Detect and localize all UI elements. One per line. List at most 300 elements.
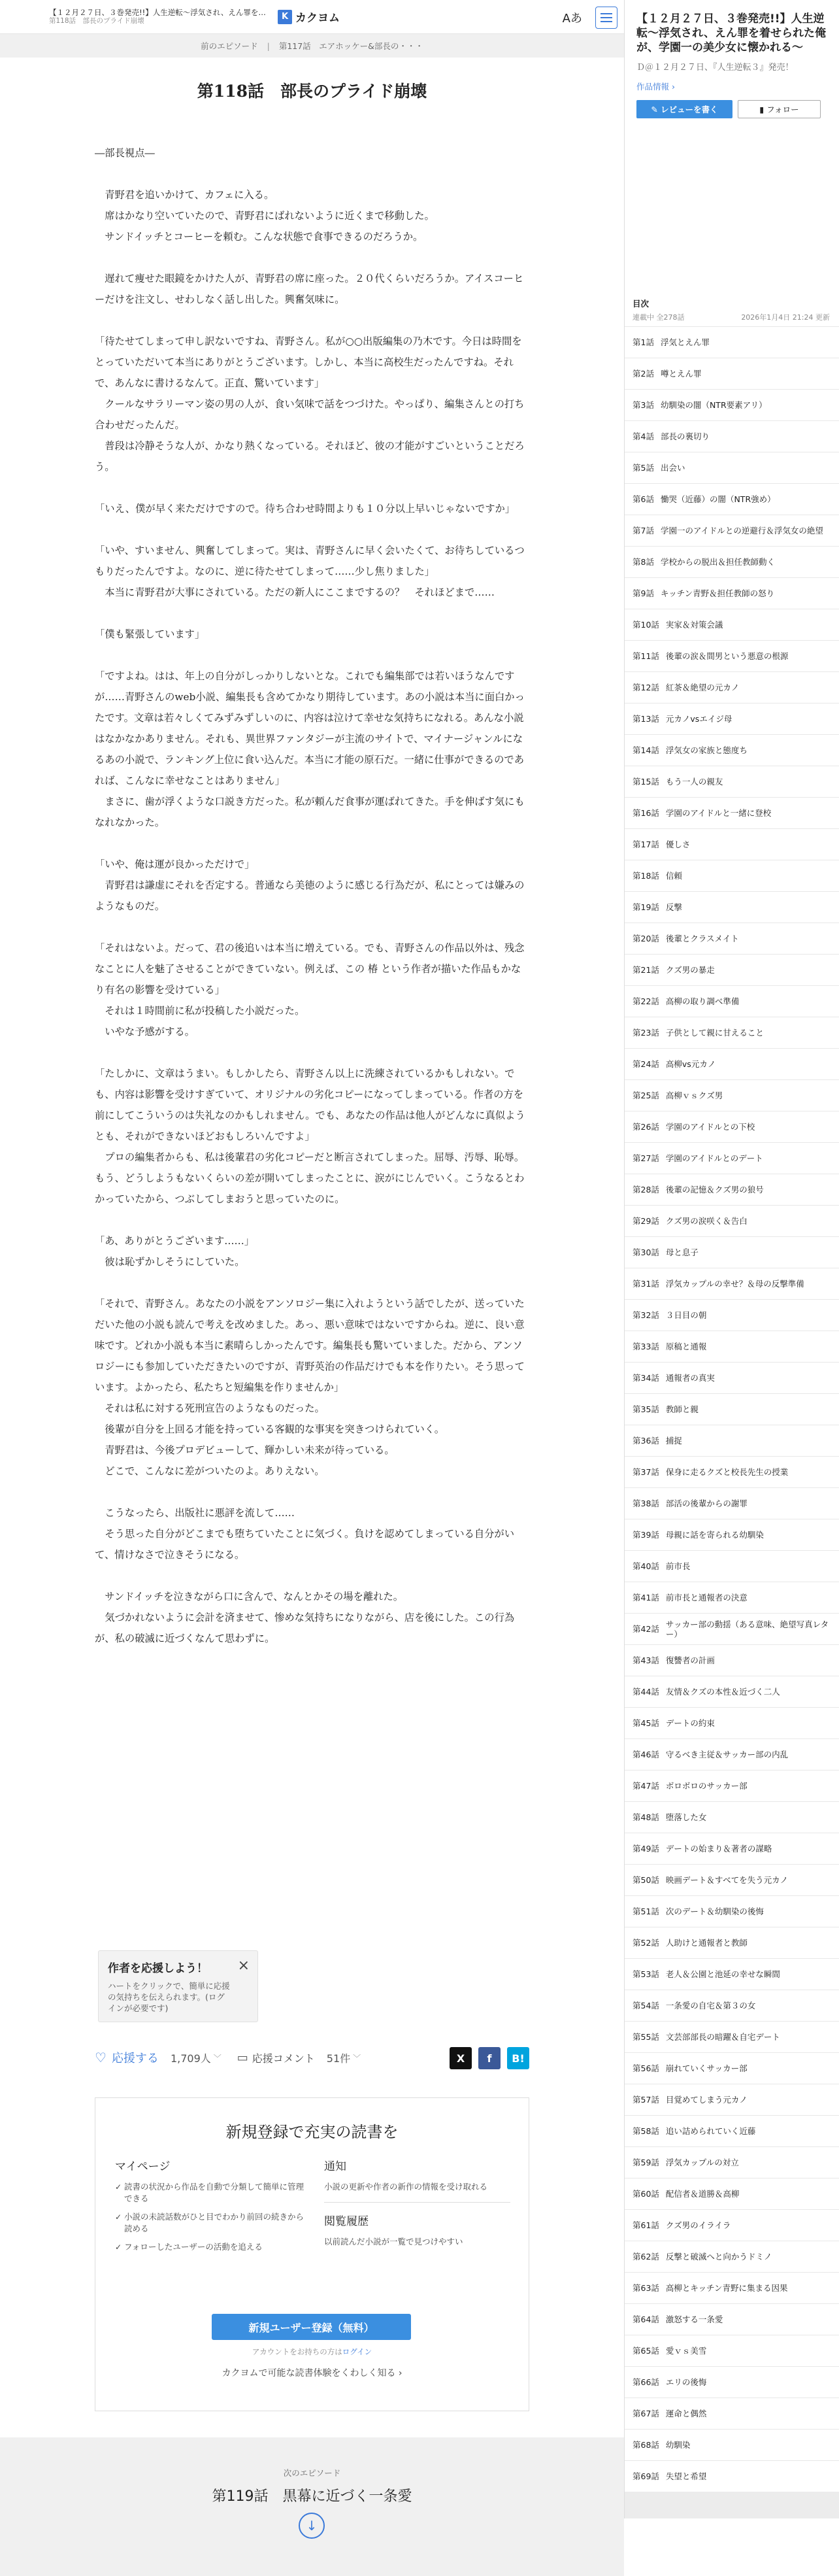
- toc-episode-title: 次のデート＆幼馴染の後悔: [665, 1907, 764, 1916]
- episode-paragraph: [95, 1042, 529, 1063]
- toc-episode-title: 幼馴染: [665, 2440, 691, 2450]
- toc-episode-number: 第59話: [633, 2158, 659, 2167]
- toc-item[interactable]: [625, 2178, 839, 2209]
- notice-heading: 通知: [324, 2160, 346, 2173]
- close-icon[interactable]: ×: [237, 1957, 250, 1974]
- toc-menu-button[interactable]: [595, 7, 617, 29]
- episode-paragraph: 席はかなり空いていたので、青野君にばれないように近くまで移動した。: [95, 210, 435, 222]
- toc-item[interactable]: [625, 358, 839, 389]
- toc-item[interactable]: [625, 828, 839, 860]
- toc-item[interactable]: [625, 1330, 839, 1362]
- toc-item[interactable]: [625, 1707, 839, 1738]
- toc-item[interactable]: [625, 1487, 839, 1519]
- toc-episode-number: 第30話: [633, 1247, 659, 1257]
- toc-item[interactable]: [625, 1864, 839, 1895]
- toc-item[interactable]: [625, 1990, 839, 2021]
- toc-episode-title: 学園のアイドルとの下校: [665, 1122, 755, 1132]
- toc-item[interactable]: [625, 1582, 839, 1613]
- toc-item[interactable]: [625, 2115, 839, 2146]
- toc-episode-title: 反撃: [665, 902, 682, 912]
- toc-episode-title: クズ男の暴走: [665, 965, 715, 975]
- toc-item[interactable]: [625, 1079, 839, 1111]
- header-episode-title: 第118話 部長のプライド崩壊: [49, 17, 144, 25]
- toc-episode-title: 前市長と通報者の決意: [665, 1593, 748, 1602]
- toc-updated: 2026年1月4日 21:24 更新: [741, 313, 830, 322]
- toc-episode-number: 第29話: [633, 1216, 659, 1226]
- login-prefix: アカウントをお持ちの方は: [252, 2347, 342, 2356]
- toc-episode-title: 部長の裏切り: [660, 432, 710, 441]
- toc-episode-title: 高柳vs元カノ: [665, 1059, 716, 1069]
- toc-episode-number: 第66話: [633, 2377, 659, 2387]
- episode-paragraph: [95, 310, 529, 331]
- episode-paragraph: 青野君は謙虚にそれを否定する。普通なら美徳のように感じる行為だが、私にとっては嫌みのようなものだ。: [95, 879, 525, 912]
- toc-episode-number: 第61話: [633, 2220, 659, 2230]
- share-facebook-button[interactable]: f: [478, 2047, 501, 2069]
- toc-item[interactable]: [625, 2209, 839, 2241]
- toc-item[interactable]: [625, 671, 839, 703]
- toc-episode-number: 第58話: [633, 2126, 659, 2136]
- toc-episode-number: 第4話: [633, 432, 654, 441]
- toc-episode-title: 母と息子: [665, 1247, 699, 1257]
- heart-icon[interactable]: ♡: [95, 2050, 107, 2065]
- toc-item[interactable]: [625, 734, 839, 766]
- toc-episode-number: 第45話: [633, 1718, 659, 1728]
- toc-item[interactable]: [625, 1895, 839, 1927]
- comment-count[interactable]: 51件: [326, 2052, 351, 2065]
- toc-item[interactable]: [625, 515, 839, 546]
- toc-episode-number: 第60話: [633, 2189, 659, 2199]
- brand[interactable]: [278, 8, 340, 25]
- episode-paragraph: 「僕も緊張しています」: [95, 628, 205, 640]
- toc-item[interactable]: [625, 954, 839, 985]
- toc-episode-number: 第17話: [633, 839, 659, 849]
- toc-episode-title: 実家＆対策会議: [665, 620, 723, 630]
- support-comment-button[interactable]: 応援コメント: [252, 2052, 315, 2065]
- toc-episode-title: 母親に話を寄られる幼馴染: [665, 1530, 764, 1540]
- toc-episode-number: 第32話: [633, 1310, 659, 1320]
- toc-episode-title: 一条愛の自宅＆第３の女: [665, 2001, 756, 2010]
- support-popup-message: ハートをクリックで、簡単に応援の気持ちを伝えられます。(ログインが必要です): [108, 1981, 230, 2013]
- toc-episode-title: 慟哭（近藤）の闇（NTR強め）: [660, 494, 776, 504]
- episode-paragraph: 彼は恥ずかしそうにしていた。: [95, 1256, 245, 1268]
- toc-episode-title: 元カノvsエイジ母: [665, 714, 732, 724]
- menu-line-icon: [600, 13, 612, 14]
- toc-item[interactable]: [625, 1644, 839, 1676]
- toc-item[interactable]: [625, 2084, 839, 2115]
- header-work-title[interactable]: 【１２月２７日、３巻発売!!】人生逆転〜浮気され、えん罪を…: [49, 7, 266, 17]
- share-hatena-button[interactable]: B!: [507, 2047, 529, 2069]
- chevron-down-icon[interactable]: ﹀: [213, 2053, 222, 2063]
- toc-episode-title: 保身に走るクズと校長先生の授業: [665, 1467, 789, 1477]
- episode-paragraph: ―部長視点―: [95, 147, 155, 159]
- next-episode-label: 次のエピソード: [283, 2468, 341, 2478]
- toc-episode-number: 第43話: [633, 1655, 659, 1665]
- prev-episode-link[interactable]: 前のエピソード: [201, 41, 258, 51]
- toc-episode-number: 第2話: [633, 369, 654, 379]
- toc-episode-number: 第41話: [633, 1593, 659, 1602]
- episode-paragraph: 後輩が自分を上回る才能を持っている客観的な事実を突きつけられていく。: [95, 1423, 445, 1435]
- brand-name[interactable]: カクヨム: [295, 12, 340, 25]
- toc-episode-title: もう一人の親友: [665, 777, 723, 787]
- arrow-down-icon[interactable]: ↓: [299, 2513, 325, 2539]
- toc-episode-number: 第38話: [633, 1499, 659, 1508]
- toc-episode-number: 第21話: [633, 965, 659, 975]
- toc-item[interactable]: [625, 923, 839, 954]
- episode-paragraph: 「それはないよ。だって、君の後追いは本当に増えている。でも、青野さんの作品以外は、残念なことに人を魅了させることができていない。例えば、この 椿 という作者が描いた作品もかなり有名の影響を受けている」: [95, 942, 525, 996]
- support-count[interactable]: 1,709人: [170, 2052, 211, 2065]
- mypage-heading: マイページ: [115, 2160, 171, 2173]
- toc-item[interactable]: [625, 2052, 839, 2084]
- kakuyomu-logo-icon[interactable]: K: [278, 10, 292, 24]
- episode-paragraph: [95, 519, 529, 540]
- notice-column: [324, 2157, 510, 2248]
- episode-paragraph: [95, 833, 529, 854]
- learn-more-link[interactable]: カクヨムで可能な読書体験をくわしく知る ›: [222, 2368, 403, 2379]
- toc-item[interactable]: [625, 1958, 839, 1990]
- toc-episode-title: 堕落した女: [665, 1812, 707, 1822]
- toc-episode-title: ３日目の朝: [665, 1310, 707, 1320]
- toc-episode-number: 第69話: [633, 2471, 659, 2481]
- font-settings-button[interactable]: Aあ: [562, 12, 582, 25]
- episode-paragraph: 「それで、青野さん。あなたの小説をアンソロジー集に入れようという話でしたが、送っていただいた他の小説も読んで考えを改めました。あっ、悪い意味ではないですからね。逆に、良い意味です。どれか小説も本当に素晴らしかったんです。編集長も驚いていました。だから、アンソロジーにも参加していただきたいのですが、青野英治の作品だけでも本を作りたい。そう思っています。よかったら、私たちと短編集を作りませんか」: [95, 1298, 525, 1393]
- episode-paragraph: [95, 1210, 529, 1230]
- toc-episode-title: 浮気とえん罪: [660, 337, 710, 347]
- toc-episode-number: 第50話: [633, 1875, 659, 1885]
- toc-item[interactable]: [625, 1205, 839, 1236]
- toc-item[interactable]: [625, 1299, 839, 1330]
- toc-item[interactable]: [625, 797, 839, 828]
- toc-episode-title: 愛ｖｓ美雪: [665, 2346, 707, 2356]
- toc-episode-title: 原稿と通報: [665, 1342, 707, 1351]
- toc-item[interactable]: [625, 1111, 839, 1142]
- reaction-bar: [95, 2044, 529, 2071]
- toc-episode-number: 第13話: [633, 714, 659, 724]
- bookmark-icon: ▮: [759, 104, 767, 114]
- registration-card: [95, 2097, 529, 2411]
- toc-episode-number: 第53話: [633, 1969, 659, 1979]
- episode-paragraph: [95, 645, 529, 666]
- toc-item[interactable]: [625, 1393, 839, 1425]
- toc-item[interactable]: [625, 609, 839, 640]
- history-description: 以前読んだ小説が一覧で見つけやすい: [324, 2237, 463, 2246]
- sidebar-author[interactable]: Ｄ＠１２月２７日、『人生逆転３』発売！: [636, 63, 794, 73]
- toc-item[interactable]: [625, 2335, 839, 2366]
- toc-item[interactable]: [625, 1456, 839, 1487]
- follow-label: フォロー: [766, 105, 799, 114]
- toc-episode-number: 第10話: [633, 620, 659, 630]
- notice-description: 小説の更新や作者の新作の情報を受け取れる: [324, 2182, 488, 2192]
- sidebar: [624, 0, 839, 2518]
- toc-episode-title: ボロボロのサッカー部: [665, 1781, 748, 1791]
- episode-paragraph: [95, 247, 529, 268]
- toc-item[interactable]: [625, 1738, 839, 1770]
- toc-episode-title: 学園のアイドルとのデート: [665, 1153, 763, 1163]
- sidebar-work-title[interactable]: 【１２月２７日、３巻発売!!】人生逆転〜浮気され、えん罪を着せられた俺が、学園一の美少女に懐かれる〜: [636, 12, 827, 54]
- episode-paragraph: 普段は冷静そうな人が、かなり熱くなっている。それほど、彼の才能がすごいということだろう。: [95, 440, 525, 473]
- toc-episode-title: 目覚めてしまう元カノ: [665, 2095, 748, 2105]
- episode-main: [0, 58, 624, 2534]
- toc-item[interactable]: [625, 483, 839, 515]
- episode-paragraph: 「たしかに、文章はうまい。もしかしたら、青野さん以上に洗練されているかもしれない。でも、内容は影響を受けすぎていて、オリジナルの劣化コピーになってしまっている。作者の方を前にしてこういうのは失礼なのかもしれません。でも、あなたの作品は他人がどんなに真似ようとも、それができないほどおもしろいんですよ」: [95, 1068, 525, 1142]
- toc-episode-title: 学校からの脱出＆担任教師動く: [660, 557, 775, 567]
- login-link[interactable]: ログイン: [342, 2347, 372, 2356]
- sidebar-actions: [636, 100, 830, 118]
- toc-item[interactable]: [625, 2429, 839, 2460]
- toc-item[interactable]: [625, 1174, 839, 1205]
- toc-item[interactable]: [625, 1770, 839, 1801]
- toc-episode-number: 第1話: [633, 337, 654, 347]
- mypage-column: [115, 2157, 304, 2260]
- header-titles[interactable]: [49, 8, 271, 26]
- toc-episode-title: クズ男のイライラ: [665, 2220, 731, 2230]
- support-popup: [98, 1950, 258, 2022]
- toc-episode-number: 第20話: [633, 934, 659, 943]
- toc-episode-title: デートの約束: [665, 1718, 715, 1728]
- toc-episode-number: 第40話: [633, 1561, 659, 1571]
- toc-episode-number: 第55話: [633, 2032, 659, 2042]
- toc-item[interactable]: [625, 1833, 839, 1864]
- mypage-feature: ✓ 小説の未読話数がひと目でわかり前回の続きから読める: [115, 2211, 304, 2235]
- episode-paragraph: [95, 917, 529, 938]
- episode-paragraph: 気づかれないように会計を済ませて、惨めな気持ちになりながら、店を後にした。この行為が、私の破滅に近づくなんて思わずに。: [95, 1612, 515, 1644]
- episode-paragraph: 「いや、すいません、興奮してしまって。実は、青野さんに早く会いたくて、お待ちしているつもりだったんですよ。なのに、逆に待たせてしまって……少し焦りました」: [95, 545, 525, 577]
- toc-episode-title: 高柳ｖｓクズ男: [665, 1091, 723, 1100]
- toc-episode-number: 第27話: [633, 1153, 659, 1163]
- share-x-button[interactable]: X: [450, 2047, 472, 2069]
- episode-paragraph: こうなったら、出版社に悪評を流して……: [95, 1507, 295, 1519]
- toc-item[interactable]: [625, 703, 839, 734]
- episode-paragraph: 本当に青野君が大事にされている。ただの新人にここまでするの？ それほどまで……: [95, 586, 495, 598]
- toc-episode-number: 第12話: [633, 683, 659, 692]
- toc-episode-title: 失望と希望: [665, 2471, 707, 2481]
- toc-episode-title: 浮気カップルの対立: [665, 2158, 739, 2167]
- toc-episode-number: 第8話: [633, 557, 654, 567]
- toc-episode-number: 第33話: [633, 1342, 659, 1351]
- episode-paragraph: 「ですよね。はは、年上の自分がしっかりしないとな。これでも編集部では若いほうなんですが……青野さんのweb小説、編集長も含めてかなり期待しています。あの小説は本当に面白かったです。文章は若々しくてみずみずしいのに、内容は泣けて幸せな気持ちになれる。あんな小説はなかなかありません。それも、異世界ファンタジーが主流のサイトで、マイナージャンルになるあの小説で、ランキング上位に食い込んだ。本当に才能の原石だ。一緒に仕事ができるのであれば、こんなに幸せなことはありません」: [95, 670, 525, 787]
- toc-item[interactable]: [625, 577, 839, 609]
- toc-episode-number: 第22話: [633, 996, 659, 1006]
- toc-episode-title: 部活の後輩からの謝罪: [665, 1499, 748, 1508]
- toc-episode-number: 第23話: [633, 1028, 659, 1038]
- episode-paragraph: それは１時間前に私が投稿した小説だった。: [95, 1005, 305, 1017]
- toc-episode-title: 浮気女の家族と態度ち: [665, 745, 748, 755]
- episode-paragraph: [95, 1565, 529, 1586]
- toc-item[interactable]: [625, 1425, 839, 1456]
- registration-title: 新規登録で充実の読書を: [225, 2123, 399, 2141]
- breadcrumb-separator: |: [267, 41, 270, 51]
- toc-item[interactable]: [625, 766, 839, 797]
- toc-episode-title: 後輩の記憶＆クズ男の狼号: [665, 1185, 764, 1195]
- login-prompt: [95, 2347, 529, 2357]
- toc-episode-number: 第31話: [633, 1279, 659, 1289]
- write-review-label: レビューを書く: [661, 105, 718, 114]
- toc-episode-title: サッカー部の動揺（ある意味、絶望写真レター）: [665, 1619, 829, 1639]
- prev-episode-title-link[interactable]: 第117話 エアホッケー&部長の・・・: [278, 41, 423, 51]
- toc-list: [625, 326, 839, 2492]
- sidebar-work-info: [625, 0, 839, 297]
- chevron-down-icon[interactable]: ﹀: [353, 2053, 361, 2063]
- toc-header: [625, 297, 839, 326]
- toc-item[interactable]: [625, 891, 839, 923]
- episode-title: 第118話 部長のプライド崩壊: [197, 82, 427, 101]
- toc-episode-number: 第47話: [633, 1781, 659, 1791]
- toc-item[interactable]: [625, 1236, 839, 1268]
- toc-item[interactable]: [625, 452, 839, 483]
- episode-paragraph: [95, 163, 529, 184]
- toc-episode-number: 第7話: [633, 526, 654, 535]
- comment-icon[interactable]: ▭: [237, 2050, 248, 2065]
- episode-breadcrumb: [0, 34, 624, 58]
- toc-meta: [633, 312, 830, 322]
- toc-item[interactable]: [625, 1613, 839, 1644]
- toc-episode-title: 高柳とキッチン青野に集まる因果: [665, 2283, 788, 2293]
- toc-item[interactable]: [625, 1362, 839, 1393]
- toc-episode-title: 後輩とクラスメイト: [665, 934, 739, 943]
- toc-episode-title: 浮気カップルの幸せ？＆母の反撃準備: [665, 1279, 804, 1289]
- toc-episode-number: 第62話: [633, 2252, 659, 2262]
- next-episode-title[interactable]: 第119話 黒幕に近づく一条愛: [212, 2488, 412, 2505]
- toc-item[interactable]: [625, 2241, 839, 2272]
- episode-paragraph: 「いえ、僕が早く来ただけですので。待ち合わせ時間よりも１０分以上早いじゃないですか」: [95, 503, 516, 515]
- menu-line-icon: [600, 21, 612, 22]
- toc-episode-title: 信頼: [665, 871, 682, 881]
- toc-episode-number: 第34話: [633, 1373, 659, 1383]
- toc-episode-number: 第28話: [633, 1185, 659, 1195]
- toc-episode-title: 配信者＆道勝＆高柳: [665, 2189, 740, 2199]
- mypage-feature: ✓ 読書の状況から作品を自動で分類して簡単に管理できる: [115, 2181, 304, 2205]
- episode-paragraph: [95, 477, 529, 498]
- share-buttons: [450, 2047, 529, 2069]
- toc-item[interactable]: [625, 1017, 839, 1048]
- support-button[interactable]: 応援する: [111, 2052, 159, 2065]
- episode-paragraph: サンドイッチとコーヒーを頼む。こんな状態で食事できるのだろうか。: [95, 231, 423, 243]
- toc-episode-number: 第24話: [633, 1059, 659, 1069]
- menu-line-icon: [600, 17, 612, 18]
- toc-item[interactable]: [625, 2460, 839, 2492]
- toc-item[interactable]: [625, 1519, 839, 1550]
- support-popup-title: 作者を応援しよう！: [108, 1962, 208, 1975]
- toc-item[interactable]: [625, 389, 839, 420]
- mypage-feature: ✓ フォローしたユーザーの活動を追える: [115, 2241, 304, 2253]
- toc-item[interactable]: [625, 1268, 839, 1299]
- toc-item[interactable]: [625, 1676, 839, 1707]
- toc-episode-title: 崩れていくサッカー部: [665, 2063, 748, 2073]
- toc-episode-title: デートの始まり＆著者の謀略: [665, 1844, 772, 1854]
- episode-paragraph: 青野君は、今後プロデビューして、輝かしい未来が待っている。: [95, 1444, 395, 1456]
- toc-episode-title: 通報者の真実: [665, 1373, 715, 1383]
- toc-item[interactable]: [625, 1550, 839, 1582]
- toc-episode-number: 第37話: [633, 1467, 659, 1477]
- episode-paragraph: 「待たせてしまって申し訳ないですね、青野さん。私が○○出版編集の乃木です。今日は時間をとっていただいて本当にありがとうございます。しかし、本当に高校生だったんですね。それで、あんなに書けるなんて。正直、驚いています」: [95, 335, 522, 389]
- toc-episode-title: クズ男の涙咲く＆告白: [665, 1216, 748, 1226]
- history-heading: 閲覧履歴: [324, 2215, 369, 2228]
- toc-item[interactable]: [625, 2021, 839, 2052]
- toc-episode-title: 学園のアイドルと一緒に登校: [665, 808, 772, 818]
- toc-item[interactable]: [625, 1048, 839, 1079]
- episode-paragraph: どこで、こんなに差がついたのよ。ありえない。: [95, 1465, 325, 1477]
- write-review-button[interactable]: [636, 100, 732, 118]
- toc-episode-title: キッチン青野＆担任教師の怒り: [660, 588, 775, 598]
- toc-episode-title: 映画デート＆すべてを失う元カノ: [665, 1875, 789, 1885]
- toc-episode-title: 老人＆公園と池延の幸せな瞬間: [665, 1969, 780, 1979]
- toc-count: 連載中 全278話: [633, 313, 685, 322]
- episode-paragraph: [95, 603, 529, 624]
- toc-item[interactable]: [625, 420, 839, 452]
- toc-episode-title: 追い詰められていく近藤: [665, 2126, 756, 2136]
- toc-episode-title: 友情＆クズの本性＆近づく二人: [665, 1687, 780, 1697]
- episode-paragraph: 「あ、ありがとうございます……」: [95, 1235, 255, 1247]
- toc-episode-number: 第49話: [633, 1844, 659, 1854]
- toc-episode-title: 高柳の取り調べ準備: [665, 996, 740, 1006]
- episode-paragraph: まさに、歯が浮くような口説き方だった。私が頼んだ食事が運ばれてきた。手を伸ばす気にもなれなかった。: [95, 796, 525, 828]
- toc-episode-number: 第64話: [633, 2314, 659, 2324]
- toc-episode-title: 学園一のアイドルとの逆避行＆浮気女の絶望: [660, 526, 823, 535]
- toc-episode-number: 第57話: [633, 2095, 659, 2105]
- toc-item[interactable]: [625, 1927, 839, 1958]
- toc-episode-title: 優しさ: [665, 839, 691, 849]
- toc-episode-number: 第3話: [633, 400, 654, 410]
- toc-episode-number: 第56話: [633, 2063, 659, 2073]
- toc-episode-number: 第36話: [633, 1436, 659, 1446]
- episode-paragraph: 「いや、俺は運が良かっただけで」: [95, 858, 255, 870]
- toc-episode-number: 第18話: [633, 871, 659, 881]
- divider: [324, 2202, 510, 2203]
- toc-item[interactable]: [625, 2146, 839, 2178]
- toc-item[interactable]: [625, 2366, 839, 2398]
- toc-episode-title: 守るべき主従＆サッカー部の内乱: [665, 1750, 789, 1759]
- register-button[interactable]: 新規ユーザー登録（無料）: [212, 2314, 411, 2340]
- toc-episode-title: 出会い: [660, 463, 685, 473]
- episode-paragraph: いやな予感がする。: [95, 1026, 195, 1038]
- toc-item[interactable]: [625, 2272, 839, 2303]
- toc-episode-number: 第35話: [633, 1404, 659, 1414]
- toc-item[interactable]: [625, 860, 839, 891]
- toc-episode-title: 運命と偶然: [665, 2409, 707, 2418]
- toc-episode-title: 噂とえん罪: [660, 369, 702, 379]
- toc-item[interactable]: [625, 546, 839, 577]
- toc-episode-title: 後輩の涙＆間男という悪意の根源: [665, 651, 789, 661]
- toc-episode-number: 第67話: [633, 2409, 659, 2418]
- toc-episode-number: 第51話: [633, 1907, 659, 1916]
- toc-item[interactable]: [625, 1142, 839, 1174]
- next-episode-area: [0, 2437, 624, 2576]
- toc-episode-number: 第46話: [633, 1750, 659, 1759]
- toc-item[interactable]: [625, 2398, 839, 2429]
- toc-episode-number: 第25話: [633, 1091, 659, 1100]
- toc-episode-title: 復讐者の計画: [665, 1655, 715, 1665]
- episode-paragraph: クールなサラリーマン姿の男の人が、食い気味で話をつづけた。やっぱり、編集さんとの打ち合わせだったんだ。: [95, 398, 525, 431]
- toc-episode-number: 第63話: [633, 2283, 659, 2293]
- toc-item[interactable]: [625, 2303, 839, 2335]
- toc-episode-title: 教師と親: [665, 1404, 699, 1414]
- toc-episode-number: 第16話: [633, 808, 659, 818]
- toc-episode-title: 子供として親に甘えること: [665, 1028, 764, 1038]
- follow-button[interactable]: [738, 100, 821, 118]
- work-info-link[interactable]: 作品情報 ›: [636, 82, 675, 92]
- episode-paragraph: そう思った自分がどこまでも堕ちていたことに気づく。負けを認めてしまっている自分がいて、情けなさで泣きそうになる。: [95, 1528, 515, 1561]
- toc-item[interactable]: [625, 985, 839, 1017]
- toc-episode-number: 第11話: [633, 651, 659, 661]
- toc-item[interactable]: [625, 1801, 839, 1833]
- toc-episode-title: 激怒する一条愛: [665, 2314, 723, 2324]
- toc-episode-number: 第54話: [633, 2001, 659, 2010]
- episode-body: [95, 143, 529, 1649]
- toc-episode-number: 第65話: [633, 2346, 659, 2356]
- episode-paragraph: 遅れて痩せた眼鏡をかけた人が、青野君の席に座った。２０代くらいだろうか。アイスコーヒーだけを注文し、せわしなく話し出した。興奮気味に。: [95, 273, 524, 305]
- toc-item[interactable]: [625, 640, 839, 671]
- toc-item[interactable]: [625, 326, 839, 358]
- episode-paragraph: それは私に対する死刑宣告のようなものだった。: [95, 1402, 325, 1414]
